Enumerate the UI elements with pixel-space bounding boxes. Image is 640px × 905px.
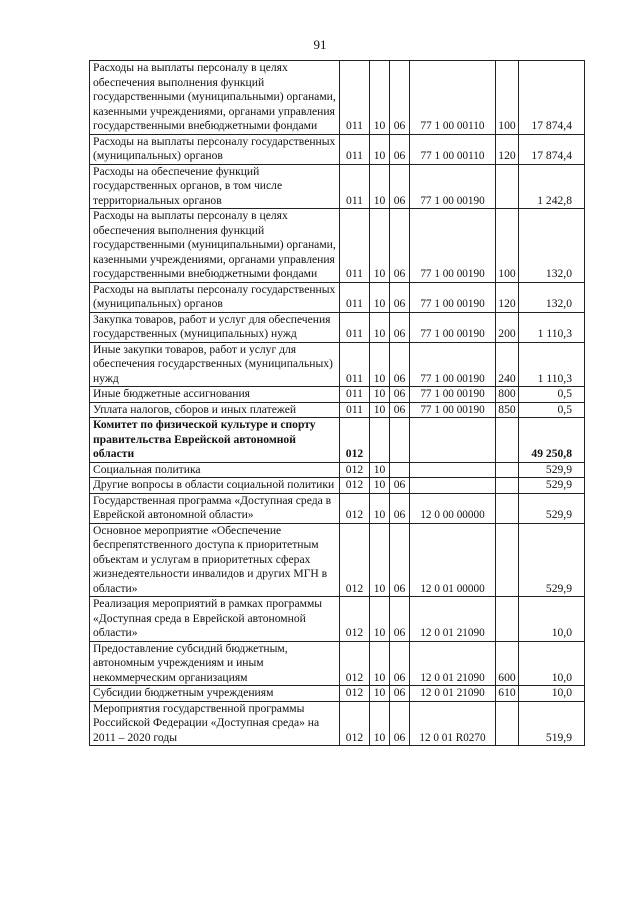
row-subsection-code: 06 <box>390 342 410 387</box>
table-row <box>90 701 585 746</box>
row-admin-code: 012 <box>340 597 370 642</box>
table-row <box>90 641 585 686</box>
row-amount: 529,9 <box>519 478 585 494</box>
row-name: Расходы на выплаты персоналу в целях обеспечения выполнения функций государственными (муниципальными) органами, казенными учреждениями, органами управления государственными внебюджетными фондами <box>90 209 340 283</box>
table-row <box>90 342 585 387</box>
row-admin-code: 012 <box>340 493 370 523</box>
row-target-article-code: 77 1 00 00110 <box>410 61 496 135</box>
table-row <box>90 164 585 209</box>
row-target-article-code <box>410 478 496 494</box>
row-amount: 1 110,3 <box>519 342 585 387</box>
table-row <box>90 312 585 342</box>
row-admin-code: 011 <box>340 164 370 209</box>
row-subsection-code: 06 <box>390 478 410 494</box>
row-target-article-code: 77 1 00 00190 <box>410 342 496 387</box>
row-admin-code: 011 <box>340 61 370 135</box>
row-name: Комитет по физической культуре и спорту правительства Еврейской автономной области <box>90 418 340 463</box>
row-name: Иные закупки товаров, работ и услуг для обеспечения государственных (муниципальных) нужд <box>90 342 340 387</box>
row-admin-code: 011 <box>340 312 370 342</box>
row-section-code: 10 <box>370 686 390 702</box>
row-subsection-code: 06 <box>390 164 410 209</box>
row-subsection-code: 06 <box>390 312 410 342</box>
table-row <box>90 418 585 463</box>
row-subsection-code: 06 <box>390 134 410 164</box>
row-name: Другие вопросы в области социальной политики <box>90 478 340 494</box>
row-target-article-code: 77 1 00 00190 <box>410 282 496 312</box>
row-target-article-code: 77 1 00 00190 <box>410 312 496 342</box>
row-name: Реализация мероприятий в рамках программы «Доступная среда в Еврейской автономной области» <box>90 597 340 642</box>
row-section-code: 10 <box>370 402 390 418</box>
row-name: Мероприятия государственной программы Российской Федерации «Доступная среда» на 2011 – 2020 годы <box>90 701 340 746</box>
row-name: Социальная политика <box>90 462 340 478</box>
row-admin-code: 012 <box>340 686 370 702</box>
row-expense-type-code <box>496 523 519 597</box>
row-amount: 10,0 <box>519 686 585 702</box>
row-section-code: 10 <box>370 523 390 597</box>
row-target-article-code <box>410 462 496 478</box>
row-section-code: 10 <box>370 61 390 135</box>
row-amount: 1 242,8 <box>519 164 585 209</box>
table-row <box>90 209 585 283</box>
row-target-article-code: 77 1 00 00190 <box>410 387 496 403</box>
row-amount: 132,0 <box>519 282 585 312</box>
row-subsection-code: 06 <box>390 282 410 312</box>
row-name: Расходы на выплаты персоналу государственных (муниципальных) органов <box>90 134 340 164</box>
row-subsection-code: 06 <box>390 493 410 523</box>
row-expense-type-code: 610 <box>496 686 519 702</box>
row-expense-type-code <box>496 478 519 494</box>
row-amount: 529,9 <box>519 523 585 597</box>
row-expense-type-code <box>496 597 519 642</box>
row-amount: 10,0 <box>519 641 585 686</box>
row-name: Предоставление субсидий бюджетным, автономным учреждениям и иным некоммерческим организациям <box>90 641 340 686</box>
row-target-article-code: 77 1 00 00190 <box>410 209 496 283</box>
row-subsection-code: 06 <box>390 597 410 642</box>
row-target-article-code: 12 0 01 21090 <box>410 641 496 686</box>
row-expense-type-code: 850 <box>496 402 519 418</box>
row-name: Субсидии бюджетным учреждениям <box>90 686 340 702</box>
row-admin-code: 012 <box>340 641 370 686</box>
row-amount: 529,9 <box>519 462 585 478</box>
row-name: Иные бюджетные ассигнования <box>90 387 340 403</box>
row-target-article-code: 77 1 00 00190 <box>410 402 496 418</box>
page-number: 91 <box>313 37 327 52</box>
row-expense-type-code: 200 <box>496 312 519 342</box>
row-subsection-code: 06 <box>390 686 410 702</box>
table-row <box>90 597 585 642</box>
row-expense-type-code: 100 <box>496 209 519 283</box>
row-target-article-code <box>410 418 496 463</box>
row-section-code: 10 <box>370 701 390 746</box>
row-admin-code: 012 <box>340 701 370 746</box>
row-section-code: 10 <box>370 312 390 342</box>
row-amount: 0,5 <box>519 402 585 418</box>
row-name: Расходы на выплаты персоналу в целях обеспечения выполнения функций государственными (муниципальными) органами, казенными учреждениями, органами управления государственными внебюджетными фондами <box>90 61 340 135</box>
row-amount: 10,0 <box>519 597 585 642</box>
table-row <box>90 478 585 494</box>
row-expense-type-code <box>496 164 519 209</box>
row-section-code: 10 <box>370 478 390 494</box>
row-expense-type-code: 120 <box>496 282 519 312</box>
row-target-article-code: 12 0 01 R0270 <box>410 701 496 746</box>
row-admin-code: 012 <box>340 523 370 597</box>
row-subsection-code: 06 <box>390 402 410 418</box>
row-name: Уплата налогов, сборов и иных платежей <box>90 402 340 418</box>
row-section-code <box>370 418 390 463</box>
table-row <box>90 282 585 312</box>
row-expense-type-code: 240 <box>496 342 519 387</box>
row-amount: 17 874,4 <box>519 134 585 164</box>
row-admin-code: 011 <box>340 387 370 403</box>
row-section-code: 10 <box>370 387 390 403</box>
row-section-code: 10 <box>370 164 390 209</box>
table-row <box>90 61 585 135</box>
table-row <box>90 686 585 702</box>
row-name: Расходы на обеспечение функций государственных органов, в том числе территориальных органов <box>90 164 340 209</box>
row-name: Государственная программа «Доступная среда в Еврейской автономной области» <box>90 493 340 523</box>
row-admin-code: 011 <box>340 342 370 387</box>
row-target-article-code: 12 0 01 21090 <box>410 597 496 642</box>
row-subsection-code: 06 <box>390 209 410 283</box>
row-section-code: 10 <box>370 641 390 686</box>
row-amount: 17 874,4 <box>519 61 585 135</box>
row-target-article-code: 12 0 00 00000 <box>410 493 496 523</box>
table-row <box>90 134 585 164</box>
row-admin-code: 011 <box>340 209 370 283</box>
row-subsection-code: 06 <box>390 701 410 746</box>
row-amount: 519,9 <box>519 701 585 746</box>
row-target-article-code: 77 1 00 00110 <box>410 134 496 164</box>
row-section-code: 10 <box>370 342 390 387</box>
row-target-article-code: 77 1 00 00190 <box>410 164 496 209</box>
table-row <box>90 387 585 403</box>
row-expense-type-code: 600 <box>496 641 519 686</box>
row-amount: 132,0 <box>519 209 585 283</box>
row-name: Основное мероприятие «Обеспечение беспрепятственного доступа к приоритетным объектам и услугам в приоритетных сферах жизнедеятельности инвалидов и других МГН в области» <box>90 523 340 597</box>
budget-table-body <box>90 61 585 746</box>
row-subsection-code <box>390 418 410 463</box>
row-subsection-code: 06 <box>390 523 410 597</box>
table-row <box>90 402 585 418</box>
row-expense-type-code: 120 <box>496 134 519 164</box>
row-expense-type-code <box>496 701 519 746</box>
row-target-article-code: 12 0 01 00000 <box>410 523 496 597</box>
row-expense-type-code <box>496 418 519 463</box>
row-amount: 49 250,8 <box>519 418 585 463</box>
row-admin-code: 011 <box>340 282 370 312</box>
row-section-code: 10 <box>370 209 390 283</box>
row-admin-code: 012 <box>340 418 370 463</box>
row-expense-type-code <box>496 493 519 523</box>
row-section-code: 10 <box>370 597 390 642</box>
row-admin-code: 011 <box>340 134 370 164</box>
row-name: Закупка товаров, работ и услуг для обеспечения государственных (муниципальных) нужд <box>90 312 340 342</box>
row-section-code: 10 <box>370 282 390 312</box>
row-target-article-code: 12 0 01 21090 <box>410 686 496 702</box>
row-amount: 0,5 <box>519 387 585 403</box>
row-expense-type-code: 100 <box>496 61 519 135</box>
row-expense-type-code <box>496 462 519 478</box>
budget-table <box>89 60 585 746</box>
row-subsection-code: 06 <box>390 641 410 686</box>
row-section-code: 10 <box>370 493 390 523</box>
table-row <box>90 462 585 478</box>
row-subsection-code: 06 <box>390 387 410 403</box>
row-admin-code: 012 <box>340 478 370 494</box>
table-row <box>90 523 585 597</box>
row-admin-code: 012 <box>340 462 370 478</box>
row-admin-code: 011 <box>340 402 370 418</box>
row-section-code: 10 <box>370 134 390 164</box>
row-subsection-code: 06 <box>390 61 410 135</box>
row-section-code: 10 <box>370 462 390 478</box>
row-amount: 529,9 <box>519 493 585 523</box>
row-subsection-code <box>390 462 410 478</box>
row-name: Расходы на выплаты персоналу государственных (муниципальных) органов <box>90 282 340 312</box>
table-row <box>90 493 585 523</box>
row-amount: 1 110,3 <box>519 312 585 342</box>
row-expense-type-code: 800 <box>496 387 519 403</box>
